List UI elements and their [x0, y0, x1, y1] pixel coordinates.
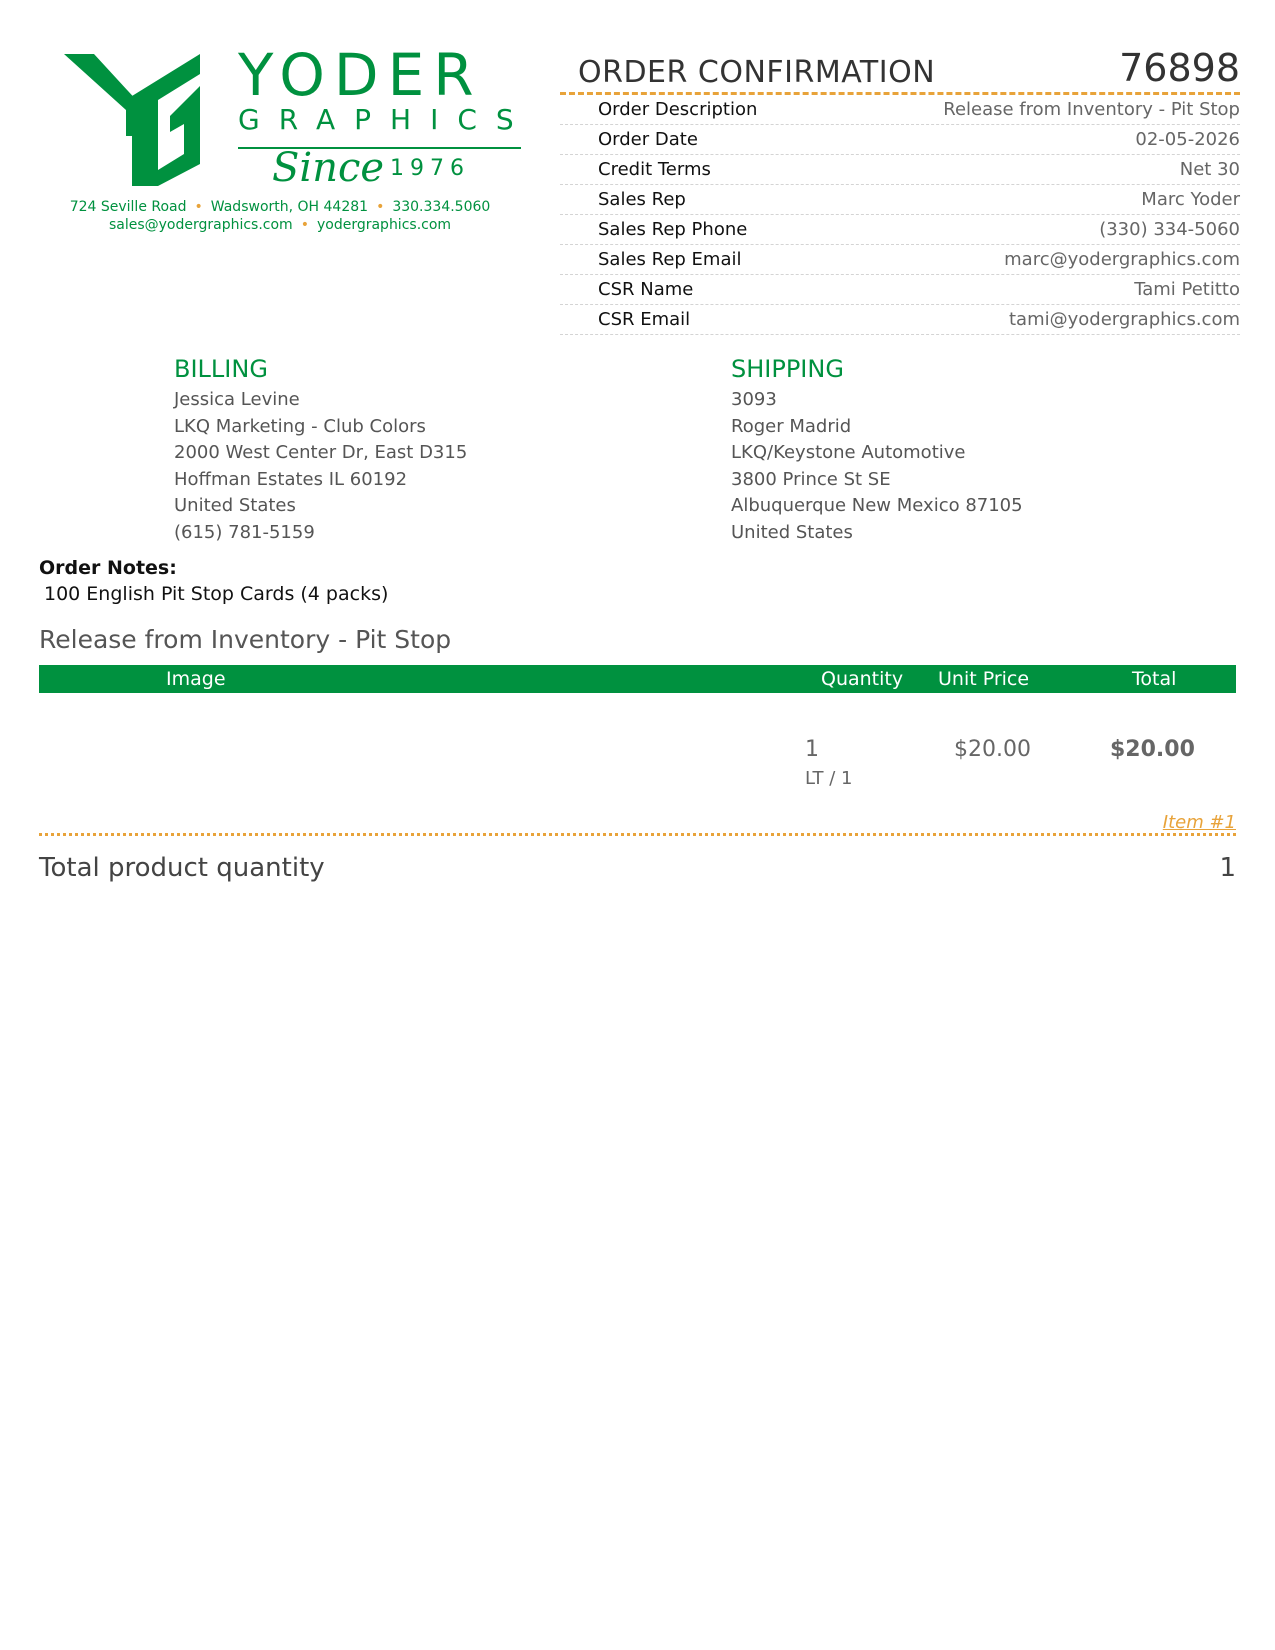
field-label: CSR Name: [598, 279, 694, 300]
order-number: 76898: [1119, 46, 1240, 90]
company-website: yodergraphics.com: [316, 217, 452, 233]
order-summary: [560, 46, 1240, 335]
since-script: Since: [272, 145, 385, 191]
field-value: Marc Yoder: [1141, 189, 1240, 210]
order-notes: [39, 557, 388, 605]
total-quantity-label: Total product quantity: [39, 853, 325, 883]
order-notes-text: 100 English Pit Stop Cards (4 packs): [44, 583, 389, 605]
company-email: sales@yodergraphics.com: [108, 217, 293, 233]
column-header-image: Image: [166, 668, 226, 690]
order-field-row: [560, 305, 1240, 335]
company-city: Wadsworth, OH 44281: [210, 199, 369, 215]
field-value: (330) 334-5060: [1099, 219, 1240, 240]
order-field-row: [560, 185, 1240, 215]
address-line: Roger Madrid: [731, 415, 852, 437]
company-name: YODER: [238, 41, 483, 109]
shipping-heading: SHIPPING: [731, 355, 844, 383]
order-field-row: [560, 95, 1240, 125]
address-line: Albuquerque New Mexico 87105: [731, 495, 1023, 516]
bullet-icon: •: [300, 217, 309, 233]
item-unit: LT / 1: [805, 768, 853, 789]
address-line: 3800 Prince St SE: [731, 468, 891, 490]
item-divider: [39, 833, 1236, 836]
field-label: Order Description: [598, 99, 758, 120]
order-title: ORDER CONFIRMATION: [578, 55, 936, 90]
address-line: Hoffman Estates IL 60192: [174, 468, 408, 490]
company-contact: [60, 198, 500, 234]
order-field-row: [560, 245, 1240, 275]
address-line: Jessica Levine: [174, 389, 300, 410]
order-field-row: [560, 125, 1240, 155]
section-title: Release from Inventory - Pit Stop: [39, 625, 452, 654]
address-line: United States: [174, 495, 296, 516]
company-logo: [60, 41, 533, 246]
field-value: marc@yodergraphics.com: [1004, 249, 1240, 270]
column-header-unit-price: Unit Price: [938, 668, 1030, 690]
since-year: 1976: [390, 156, 470, 181]
column-header-total: Total: [1132, 668, 1177, 690]
address-line: LKQ/Keystone Automotive: [731, 442, 966, 463]
field-value: Net 30: [1179, 159, 1240, 180]
item-number-link[interactable]: Item #1: [1162, 812, 1236, 833]
total-quantity-value: 1: [1219, 853, 1236, 883]
address-line: LKQ Marketing - Club Colors: [174, 415, 426, 437]
item-total: $20.00: [1110, 737, 1195, 762]
address-line: 2000 West Center Dr, East D315: [174, 442, 468, 463]
field-label: Sales Rep Phone: [598, 219, 748, 240]
address-line: United States: [731, 521, 853, 543]
field-value: Tami Petitto: [1134, 279, 1240, 300]
field-label: Credit Terms: [598, 159, 711, 180]
field-label: Sales Rep: [598, 189, 686, 210]
item-quantity: 1: [805, 737, 819, 762]
field-value: 02-05-2026: [1135, 129, 1240, 150]
items-table-header: [39, 665, 1236, 693]
yg-monogram-icon: [60, 46, 220, 196]
field-label: Sales Rep Email: [598, 249, 742, 270]
order-field-row: [560, 215, 1240, 245]
bullet-icon: •: [376, 199, 385, 215]
address-line: 3093: [731, 389, 777, 410]
field-label: CSR Email: [598, 309, 691, 330]
billing-address: [174, 355, 467, 546]
company-phone: 330.334.5060: [392, 199, 491, 215]
field-value: tami@yodergraphics.com: [1008, 309, 1240, 330]
item-unit-price: $20.00: [954, 737, 1031, 762]
bullet-icon: •: [194, 199, 203, 215]
field-value: Release from Inventory - Pit Stop: [943, 99, 1240, 120]
order-notes-label: Order Notes:: [39, 557, 177, 579]
column-header-quantity: Quantity: [821, 668, 904, 690]
company-subname: GRAPHICS: [238, 103, 533, 136]
address-line: (615) 781-5159: [174, 521, 315, 543]
order-header: [560, 46, 1240, 95]
shipping-address: [731, 355, 1023, 546]
company-address: 724 Seville Road: [69, 199, 187, 215]
field-label: Order Date: [598, 129, 698, 150]
billing-heading: BILLING: [174, 355, 268, 383]
order-field-row: [560, 275, 1240, 305]
order-field-row: [560, 155, 1240, 185]
